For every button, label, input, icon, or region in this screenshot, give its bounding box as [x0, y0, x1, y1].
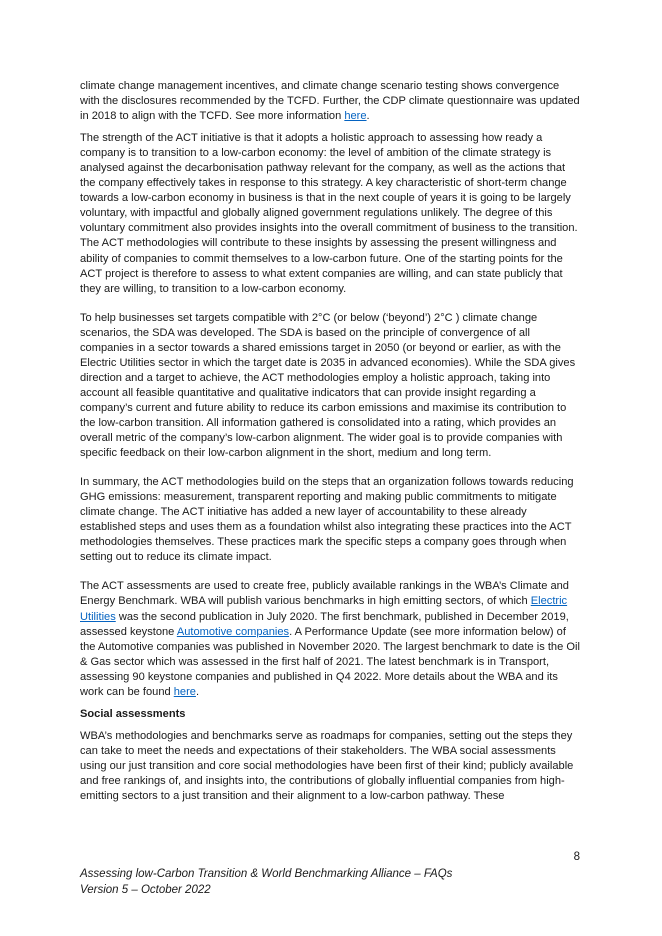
paragraph-sda: To help businesses set targets compatible with 2°C (or below (‘beyond’) 2°C ) climate change scenarios, the SDA was developed. The SDA is based on the principle of convergence of all companies in a sector towards a shared emissions target in 2050 (or beyond or earlier, as with the Electric Utilities sector in which the target date is 2035 in advanced economies). While the SDA gives direction and a target to achieve, the ACT methodologies employ a holistic approach, taking into account all feasible quantitative and qualitative indicators that can provide insight regarding a company’s current and future ability to reduce its carbon emissions and maximise its contribution to the low-carbon transition. All information gathered is consolidated into a rating, which provides an overall metric of the company’s low-carbon alignment. The wider goal is to provide companies with specific feedback on their low-carbon alignment in the short, medium and long term.	[80, 311, 576, 460]
automotive-companies-link[interactable]: Automotive companies	[176, 625, 290, 638]
electric-utilities-link[interactable]: Electric Utilities	[80, 595, 568, 623]
paragraph-assessments: The ACT assessments are used to create free, publicly available rankings in the WBA’s Climate and Energy Benchmark. WBA will publish various benchmarks in high emitting sectors, of which Electric Utilities was the second publication in July 2020. The first benchmark, published in December 2019, assessed keystone Automotive companies. A Performance Update (see more information below) of the Automotive companies was published in November 2020. The largest benchmark to date is the Oil & Gas sector which was assessed in the first half of 2021. The latest benchmark is in Transport, assessing 90 keystone companies and published in Q4 2022. More details about the WBA and its work can be found here.	[80, 580, 580, 698]
footer-version: Version 5 – October 2022	[80, 884, 211, 896]
page-number: 8	[573, 851, 580, 863]
document-body	[80, 79, 580, 811]
paragraph-act-strength: The strength of the ACT initiative is that it adopts a holistic approach to assessing how ready a company is to transition to a low-carbon economy: the level of ambition of the climate strategy is analysed against the decarbonisation pathway relevant for the company, as well as the actions that the company effectively takes in response to this strategy. A key characteristic of short-term change towards a low-carbon economy in business is that in the next couple of years it is going to be largely voluntary, with impactful and globally aligned government regulations unlikely. The degree of this voluntary commitment also provides insights into the overall commitment of business to the transition. The ACT methodologies will contribute to these insights by assessing the present willingness and ability of companies to commit themselves to a low-carbon future. One of the starting points for the ACT project is therefore to assess to what extent companies are willing, and can state publicly that they are willing, to transition to a low-carbon economy.	[80, 132, 578, 295]
footer-title: Assessing low-Carbon Transition & World Benchmarking Alliance – FAQs	[80, 868, 453, 880]
section-heading-social: Social assessments	[80, 707, 186, 720]
page-footer	[80, 866, 452, 898]
paragraph-social: WBA’s methodologies and benchmarks serve as roadmaps for companies, setting out the steps they can take to meet the needs and expectations of their stakeholders. The WBA social assessments using our just transition and core social methodologies have been first of their kind; publicly available and free rankings of, and insights into, the contributions of globally influential companies from high-emitting sectors to a just transition and their alignment to a low-carbon pathway. These	[80, 729, 574, 803]
paragraph-tcfd: climate change management incentives, and climate change scenario testing shows convergence with the disclosures recommended by the TCFD. Further, the CDP climate questionnaire was updated in 2018 to align with the TCFD. See more information here.	[80, 80, 580, 123]
paragraph-summary: In summary, the ACT methodologies build on the steps that an organization follows towards reducing GHG emissions: measurement, transparent reporting and making public commitments to mitigate climate change. The ACT initiative has added a new layer of accountability to these already established steps and uses them as a foundation whilst also integrating these practices into the ACT methodologies themselves. These practices mark the specific steps a company goes through when setting out to reduce its climate impact.	[80, 476, 574, 564]
here-link-wba[interactable]: here	[173, 685, 196, 698]
here-link-tcfd[interactable]: here	[344, 110, 367, 123]
